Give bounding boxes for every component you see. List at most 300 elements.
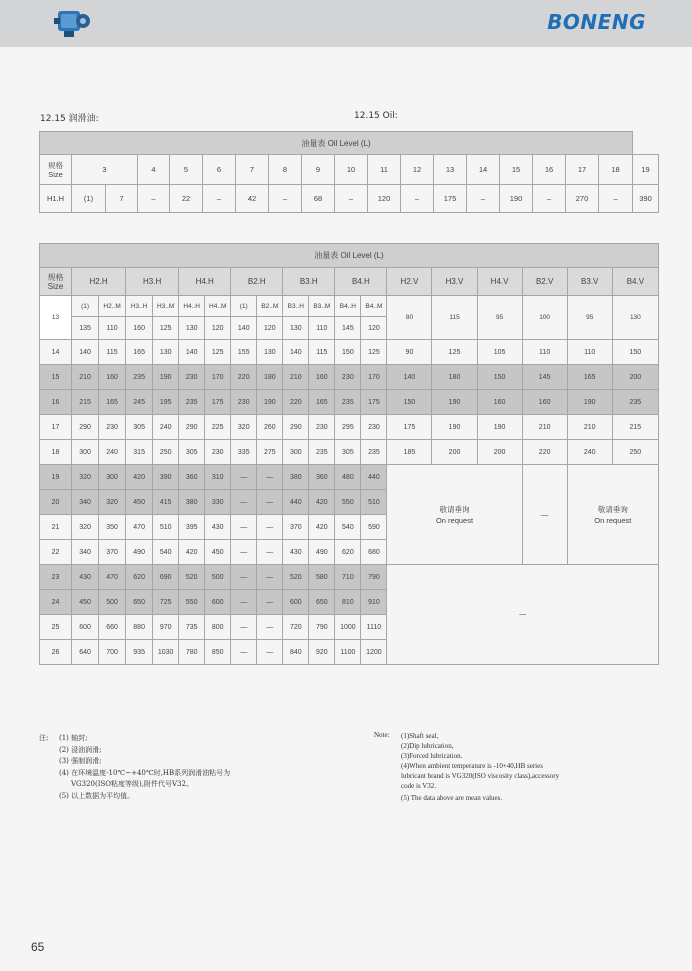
size-header: 8	[269, 155, 302, 185]
sub-header: B3..M	[309, 296, 335, 317]
oil-value: 150	[477, 365, 522, 390]
row-sub-label: (1)	[72, 185, 106, 213]
notes-en-label: Note:	[374, 731, 390, 739]
oil-value: 145	[335, 317, 361, 340]
size-cell: 20	[40, 490, 72, 515]
size-header: 14	[467, 155, 500, 185]
oil-value: 230	[179, 365, 205, 390]
oil-value: 690	[153, 565, 179, 590]
oil-value: 115	[309, 340, 335, 365]
oil-value: 240	[153, 415, 179, 440]
oil-value: 90	[387, 340, 432, 365]
sub-header: B3..H	[283, 296, 309, 317]
oil-value: 1100	[335, 640, 361, 665]
oil-value: 235	[179, 390, 205, 415]
oil-value: 420	[179, 540, 205, 565]
size-header: 10	[335, 155, 368, 185]
oil-value: 620	[335, 540, 361, 565]
oil-value: —	[257, 490, 283, 515]
oil-value: 150	[387, 390, 432, 415]
oil-value: 395	[179, 515, 205, 540]
size-header: 11	[368, 155, 401, 185]
oil-value: 175	[434, 185, 467, 213]
oil-value: –	[335, 185, 368, 213]
size-header: 3	[72, 155, 138, 185]
oil-value: 240	[99, 440, 126, 465]
size-cell: 22	[40, 540, 72, 565]
group-header: B4.H	[335, 268, 387, 296]
oil-value: 340	[72, 540, 99, 565]
size-label: 规格 Size	[40, 155, 72, 185]
oil-value: 360	[309, 465, 335, 490]
oil-value: 320	[231, 415, 257, 440]
oil-value: 1200	[361, 640, 387, 665]
size-label: 规格 Size	[40, 268, 72, 296]
size-header: 17	[566, 155, 599, 185]
row-label: H1.H	[40, 185, 72, 213]
oil-value: 540	[153, 540, 179, 565]
group-header: H2.V	[387, 268, 432, 296]
note-line: (5) The data above are mean values.	[401, 794, 503, 802]
oil-value: 130	[612, 296, 658, 340]
oil-value: 305	[335, 440, 361, 465]
oil-value: 300	[283, 440, 309, 465]
oil-value: 935	[126, 640, 153, 665]
oil-value: 130	[283, 317, 309, 340]
oil-value: 120	[368, 185, 401, 213]
oil-value: 230	[361, 415, 387, 440]
size-header: 9	[302, 155, 335, 185]
oil-value: 305	[126, 415, 153, 440]
oil-value: 175	[387, 415, 432, 440]
oil-value: 430	[205, 515, 231, 540]
sub-header: (1)	[231, 296, 257, 317]
oil-value: 420	[126, 465, 153, 490]
oil-value: 470	[126, 515, 153, 540]
oil-value: 430	[283, 540, 309, 565]
size-cell: 25	[40, 615, 72, 640]
oil-value: 140	[72, 340, 99, 365]
oil-value: 95	[477, 296, 522, 340]
note-line: (2) 浸油润滑;	[59, 745, 102, 754]
group-header: B3.H	[283, 268, 335, 296]
size-header: 18	[599, 155, 633, 185]
oil-value: 155	[231, 340, 257, 365]
oil-value: 140	[231, 317, 257, 340]
oil-value: 520	[179, 565, 205, 590]
oil-value: 220	[522, 440, 567, 465]
oil-value: 210	[567, 415, 612, 440]
oil-value: 120	[361, 317, 387, 340]
oil-value: 320	[99, 490, 126, 515]
table-row	[40, 440, 659, 465]
oil-value: 390	[153, 465, 179, 490]
oil-value: 970	[153, 615, 179, 640]
oil-value: 415	[153, 490, 179, 515]
oil-value: 420	[309, 490, 335, 515]
oil-value: 120	[205, 317, 231, 340]
oil-value: 135	[72, 317, 99, 340]
oil-value: 295	[335, 415, 361, 440]
oil-value: 125	[153, 317, 179, 340]
oil-value: 380	[179, 490, 205, 515]
oil-value: 320	[72, 465, 99, 490]
oil-value: 600	[283, 590, 309, 615]
oil-value: 175	[205, 390, 231, 415]
oil-value: 150	[612, 340, 658, 365]
oil-value: 160	[309, 365, 335, 390]
oil-value: 115	[99, 340, 126, 365]
oil-value: 180	[257, 365, 283, 390]
oil-value: 850	[205, 640, 231, 665]
oil-value: 210	[72, 365, 99, 390]
oil-value: 165	[309, 390, 335, 415]
group-header: H3.V	[432, 268, 477, 296]
oil-value: —	[257, 515, 283, 540]
oil-value: 140	[283, 340, 309, 365]
table-row	[40, 365, 659, 390]
oil-value: 245	[126, 390, 153, 415]
notes-zh	[39, 733, 230, 802]
oil-value: 125	[432, 340, 477, 365]
oil-value: 175	[361, 390, 387, 415]
size-cell: 14	[40, 340, 72, 365]
size-header: 15	[500, 155, 533, 185]
oil-value: 110	[567, 340, 612, 365]
oil-value: 110	[522, 340, 567, 365]
oil-value: 115	[432, 296, 477, 340]
size-header: 6	[203, 155, 236, 185]
oil-value: 260	[257, 415, 283, 440]
size-cell: 21	[40, 515, 72, 540]
oil-value: 480	[335, 465, 361, 490]
sub-header: B4..H	[335, 296, 361, 317]
group-header: H2.H	[72, 268, 126, 296]
note-line: lubricant brand is VG320(ISO viscosity class),accessory	[401, 772, 560, 780]
oil-value: 660	[99, 615, 126, 640]
oil-value: 350	[99, 515, 126, 540]
table-row	[40, 565, 659, 590]
oil-value: 430	[72, 565, 99, 590]
oil-value: 120	[257, 317, 283, 340]
oil-value: 80	[387, 296, 432, 340]
oil-value: 335	[231, 440, 257, 465]
size-cell: 19	[40, 465, 72, 490]
group-header: B3.V	[567, 268, 612, 296]
oil-value: 235	[126, 365, 153, 390]
oil-value: 7	[106, 185, 138, 213]
oil-value: 160	[477, 390, 522, 415]
oil-value: –	[533, 185, 566, 213]
oil-value: 160	[126, 317, 153, 340]
oil-value: 160	[99, 365, 126, 390]
oil-value: 42	[236, 185, 269, 213]
oil-value: 150	[335, 340, 361, 365]
sub-header: B4..M	[361, 296, 387, 317]
on-request-cell	[567, 465, 658, 565]
oil-value: 305	[179, 440, 205, 465]
on-request-en: On request	[435, 515, 474, 525]
oil-value: –	[401, 185, 434, 213]
oil-value: 165	[126, 340, 153, 365]
oil-value: 910	[361, 590, 387, 615]
oil-value: 110	[99, 317, 126, 340]
on-request-cell	[387, 465, 522, 565]
oil-value: 390	[633, 185, 659, 213]
oil-value: 640	[72, 640, 99, 665]
group-header: H4.V	[477, 268, 522, 296]
oil-value: 130	[257, 340, 283, 365]
oil-value: 735	[179, 615, 205, 640]
oil-value: 1030	[153, 640, 179, 665]
table-title: 油量表 Oil Level (L)	[40, 132, 633, 155]
oil-value: 125	[361, 340, 387, 365]
oil-value: —	[231, 465, 257, 490]
table-title: 油量表 Oil Level (L)	[40, 244, 659, 268]
oil-value: 130	[153, 340, 179, 365]
oil-value: 190	[500, 185, 533, 213]
size-header: 4	[138, 155, 170, 185]
oil-value: 68	[302, 185, 335, 213]
size-cell: 24	[40, 590, 72, 615]
oil-value: 230	[335, 365, 361, 390]
oil-value: 710	[335, 565, 361, 590]
oil-value: 235	[361, 440, 387, 465]
oil-value: 510	[361, 490, 387, 515]
oil-value: 140	[179, 340, 205, 365]
size-header: 19	[633, 155, 659, 185]
note-line: code is V32.	[401, 782, 437, 790]
oil-value: 215	[612, 415, 658, 440]
oil-value: 230	[205, 440, 231, 465]
oil-value: –	[138, 185, 170, 213]
oil-value: 300	[99, 465, 126, 490]
table-row	[40, 465, 659, 490]
size-header: 7	[236, 155, 269, 185]
note-line: (2)Dip lubrication,	[401, 742, 454, 750]
oil-value: —	[231, 490, 257, 515]
oil-value: 190	[567, 390, 612, 415]
oil-value: 450	[126, 490, 153, 515]
oil-value: 840	[283, 640, 309, 665]
oil-level-table-multi	[39, 243, 659, 665]
on-request-zh: 敬请垂询	[597, 504, 628, 514]
oil-value: 220	[231, 365, 257, 390]
oil-value: 210	[283, 365, 309, 390]
sub-header: H4..H	[179, 296, 205, 317]
oil-value: 580	[309, 565, 335, 590]
oil-value: —	[257, 540, 283, 565]
oil-value: 500	[205, 565, 231, 590]
oil-value: 215	[72, 390, 99, 415]
oil-value: —	[231, 565, 257, 590]
oil-value: 290	[72, 415, 99, 440]
oil-value: 600	[205, 590, 231, 615]
oil-value: 550	[335, 490, 361, 515]
oil-value: 130	[179, 317, 205, 340]
note-line: (4) 在环境温度-10℃~+40℃时,HB系列润滑油粘号为	[59, 768, 231, 777]
oil-value: 220	[283, 390, 309, 415]
oil-value: 300	[72, 440, 99, 465]
oil-value: 650	[126, 590, 153, 615]
oil-value: 290	[283, 415, 309, 440]
oil-value: 230	[99, 415, 126, 440]
section-title-en: 12.15 Oil:	[354, 111, 398, 121]
sub-header: (1)	[72, 296, 99, 317]
oil-value: —	[257, 640, 283, 665]
oil-value: —	[257, 465, 283, 490]
oil-value: —	[231, 540, 257, 565]
sub-header: H4..M	[205, 296, 231, 317]
oil-value: 920	[309, 640, 335, 665]
oil-value: 240	[567, 440, 612, 465]
oil-value: 165	[99, 390, 126, 415]
oil-value: 360	[179, 465, 205, 490]
size-header: 13	[434, 155, 467, 185]
oil-value: 470	[99, 565, 126, 590]
note-line: (1) 轴封;	[59, 734, 88, 742]
oil-value: 510	[153, 515, 179, 540]
oil-value: 650	[309, 590, 335, 615]
oil-value: 725	[153, 590, 179, 615]
oil-value: 235	[612, 390, 658, 415]
oil-value: 190	[477, 415, 522, 440]
brand-logo: BONENG	[547, 10, 646, 34]
oil-value: 440	[361, 465, 387, 490]
size-cell: 23	[40, 565, 72, 590]
oil-value: 440	[283, 490, 309, 515]
oil-value: 700	[99, 640, 126, 665]
group-header: H3.H	[126, 268, 179, 296]
oil-value: 590	[361, 515, 387, 540]
oil-value: 100	[522, 296, 567, 340]
gear-motor-icon	[52, 3, 92, 41]
oil-value: 180	[432, 365, 477, 390]
oil-value: 185	[387, 440, 432, 465]
group-header: B2.H	[231, 268, 283, 296]
oil-value: 270	[566, 185, 599, 213]
oil-value: 195	[153, 390, 179, 415]
size-cell: 15	[40, 365, 72, 390]
oil-value: —	[231, 640, 257, 665]
oil-value: 230	[309, 415, 335, 440]
oil-value: 190	[153, 365, 179, 390]
oil-value: 370	[283, 515, 309, 540]
note-line: (4)When ambient temperature is -10+40,HB series	[401, 762, 543, 770]
oil-value: 550	[179, 590, 205, 615]
oil-value: 420	[309, 515, 335, 540]
oil-value: 140	[387, 365, 432, 390]
note-line: (3) 强制润滑;	[59, 757, 102, 765]
oil-value: 105	[477, 340, 522, 365]
oil-value: 380	[283, 465, 309, 490]
oil-value: 810	[335, 590, 361, 615]
oil-value: 620	[126, 565, 153, 590]
notes-en	[401, 731, 601, 803]
oil-value: 330	[205, 490, 231, 515]
note-line: (1)Shaft seal,	[401, 732, 439, 740]
oil-value: 190	[432, 390, 477, 415]
oil-level-table-h1	[39, 131, 659, 213]
table-row	[40, 340, 659, 365]
page-header	[0, 0, 692, 47]
size-13: 13	[40, 296, 72, 340]
table-row	[40, 390, 659, 415]
group-header: H4.H	[179, 268, 231, 296]
oil-value: –	[269, 185, 302, 213]
on-request-en: On request	[594, 515, 632, 525]
oil-value: 200	[612, 365, 658, 390]
oil-value: 720	[283, 615, 309, 640]
oil-value: 450	[72, 590, 99, 615]
oil-value: 145	[522, 365, 567, 390]
oil-value: —	[231, 590, 257, 615]
oil-value: 200	[432, 440, 477, 465]
sub-header: H3..M	[153, 296, 179, 317]
oil-value: 1000	[335, 615, 361, 640]
oil-value: 200	[477, 440, 522, 465]
oil-value: 310	[205, 465, 231, 490]
oil-value: —	[231, 615, 257, 640]
group-header: B2.V	[522, 268, 567, 296]
sub-header: B2..M	[257, 296, 283, 317]
oil-value: 210	[522, 415, 567, 440]
oil-value: 680	[361, 540, 387, 565]
note-line: (5) 以上数据为平均值。	[59, 791, 135, 800]
oil-value: 95	[567, 296, 612, 340]
oil-value: 250	[153, 440, 179, 465]
oil-value: —	[257, 565, 283, 590]
note-line: VG320(ISO粘度等级),附件代号V32。	[71, 780, 193, 788]
oil-value: 520	[283, 565, 309, 590]
group-header: B4.V	[612, 268, 658, 296]
oil-value: —	[257, 590, 283, 615]
oil-value: 880	[126, 615, 153, 640]
oil-value: 230	[231, 390, 257, 415]
oil-value: 540	[335, 515, 361, 540]
dash-cell: —	[387, 565, 659, 665]
sub-header: H3..H	[126, 296, 153, 317]
sub-header: H2..M	[99, 296, 126, 317]
note-line: (3)Forced lubrication.	[401, 752, 463, 760]
oil-value: 190	[257, 390, 283, 415]
oil-value: 275	[257, 440, 283, 465]
oil-value: –	[203, 185, 236, 213]
oil-value: 600	[72, 615, 99, 640]
oil-value: 780	[179, 640, 205, 665]
size-header: 12	[401, 155, 434, 185]
oil-value: 110	[309, 317, 335, 340]
size-header: 5	[170, 155, 203, 185]
oil-value: –	[599, 185, 633, 213]
page-number: 65	[31, 940, 45, 954]
on-request-zh: 敬请垂询	[439, 504, 470, 514]
oil-value: 225	[205, 415, 231, 440]
oil-value: 1110	[361, 615, 387, 640]
oil-value: 160	[522, 390, 567, 415]
size-cell: 16	[40, 390, 72, 415]
oil-value: 450	[205, 540, 231, 565]
table-row	[40, 415, 659, 440]
size-cell: 17	[40, 415, 72, 440]
oil-value: 290	[179, 415, 205, 440]
oil-value: 190	[432, 415, 477, 440]
notes-zh-label: 注:	[39, 734, 49, 742]
oil-value: 235	[335, 390, 361, 415]
oil-value: 790	[361, 565, 387, 590]
oil-value: 250	[612, 440, 658, 465]
dash-cell: —	[522, 465, 567, 565]
